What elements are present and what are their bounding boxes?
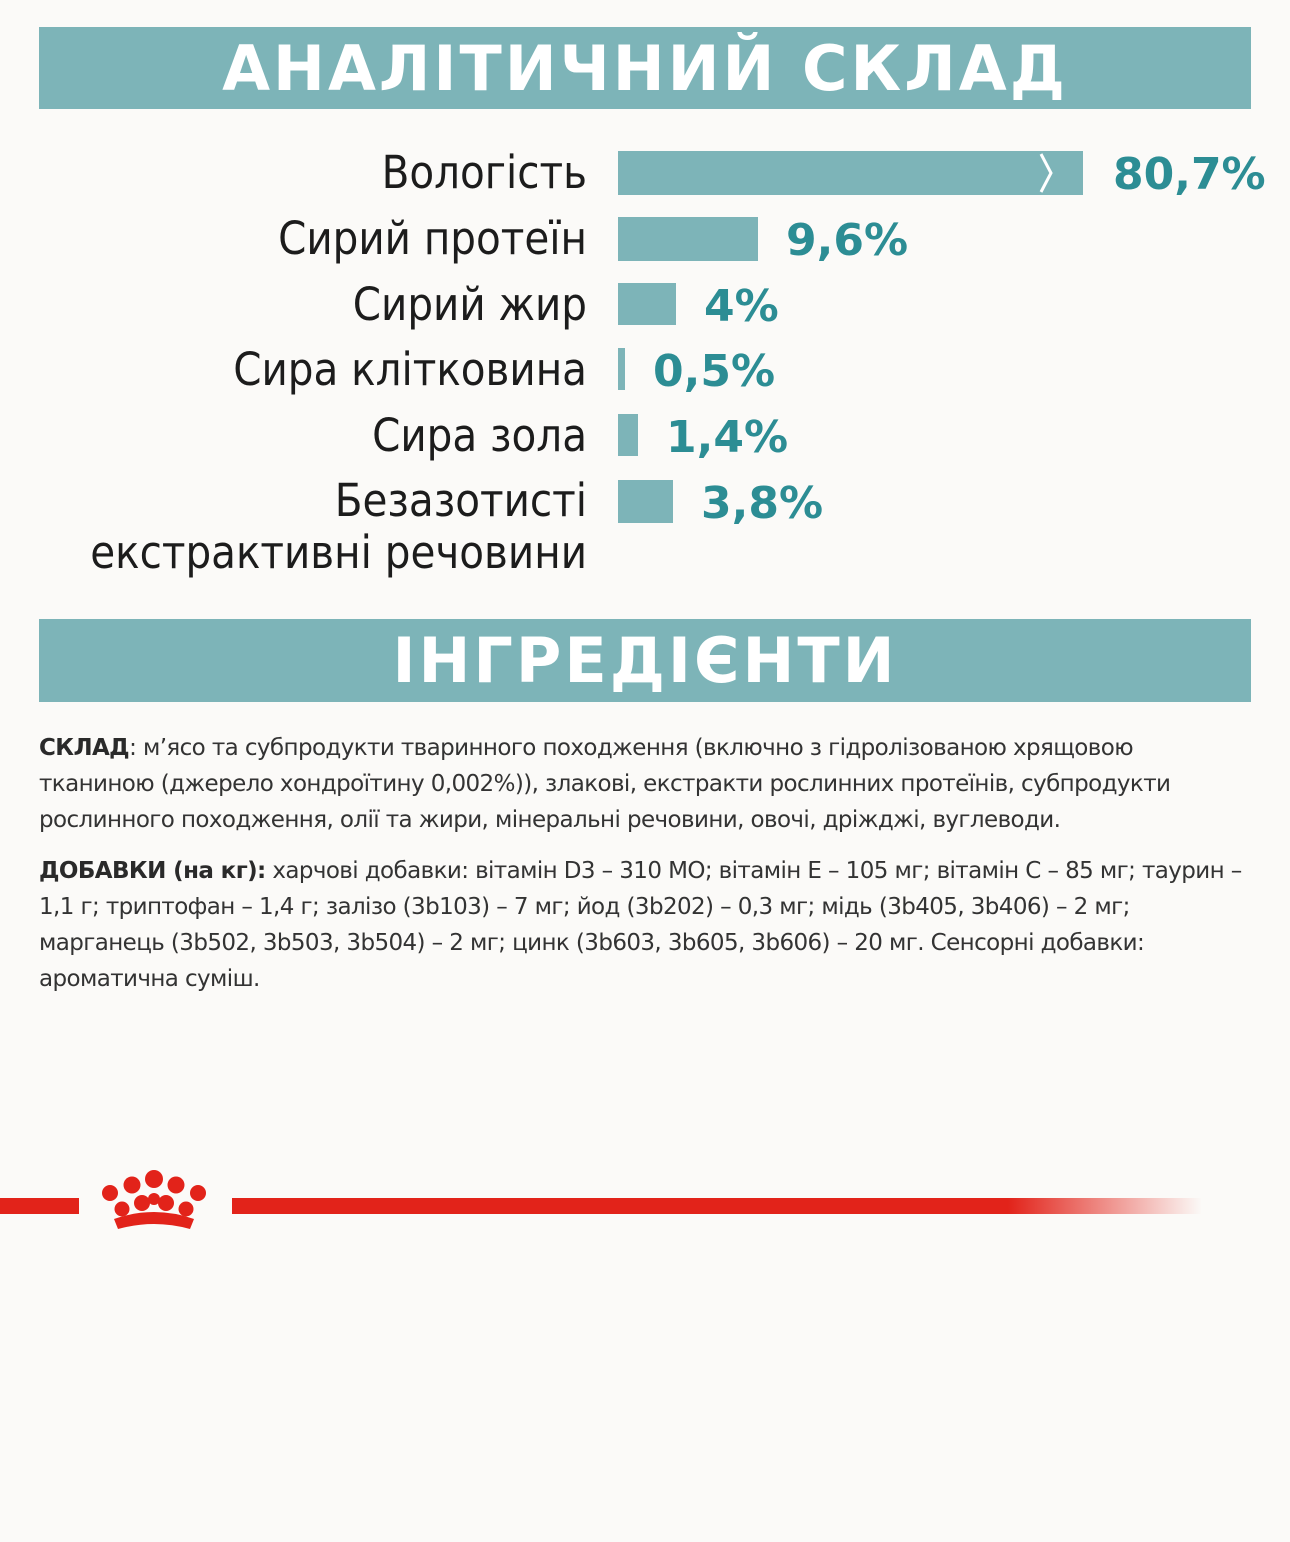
value-label: 4% [704, 281, 779, 332]
value-label: 0,5% [653, 346, 776, 397]
crown-dot [168, 1177, 185, 1194]
value-label: 1,4% [666, 412, 789, 463]
category-label-line: Сирий жир [352, 278, 587, 331]
composition-paragraph [39, 730, 1254, 838]
category-label-line: Сира клітковина [233, 343, 587, 396]
ingredients-header [39, 619, 1251, 702]
value-label: 9,6% [786, 215, 909, 266]
category-label [382, 146, 587, 200]
crown-dot [148, 1193, 160, 1205]
category-label-line: Сира зола [372, 409, 587, 462]
bar [618, 217, 758, 261]
category-label [353, 278, 587, 332]
crown-dot [124, 1177, 141, 1194]
composition-text: : м’ясо та субпродукти тваринного походження (включно з гідролізованою хрящовою тканиною (джерело хондроїтину 0,002%)), злакові, екстракти рослинних протеїнів, субпродукти рослинного походження, олії та жири, мінеральні речовини, овочі, дріжджі, вуглеводи. [39, 735, 1171, 833]
additives-text: харчові добавки: вітамін D3 – 310 МО; вітамін Е – 105 мг; вітамін С – 85 мг; таурин – 1,1 г; триптофан – 1,4 г; залізо (3b103) – 7 мг; йод (3b202) – 0,3 мг; мідь (3b405, 3b406) – 2 мг; марганець (3b502, 3b503, 3b504) – 2 мг; цинк (3b603, 3b605, 3b606) – 20 мг. Сенсорні добавки: ароматична суміш. [39, 858, 1242, 992]
category-label [233, 343, 587, 397]
brand-line-left [0, 1198, 79, 1214]
category-label-line: Безазотисті [334, 474, 587, 527]
bar [618, 480, 673, 523]
crown-dot [179, 1202, 194, 1217]
value-label: 80,7% [1113, 149, 1266, 200]
axis-break-chevron-icon [1037, 151, 1057, 195]
category-label [278, 212, 587, 266]
bar [618, 283, 676, 325]
category-label-line: Вологість [381, 146, 587, 199]
crown-dot [145, 1170, 163, 1188]
bar [618, 151, 1083, 195]
ingredients-title: ІНГРЕДІЄНТИ [392, 624, 898, 697]
category-label [39, 475, 587, 579]
crown-dot [102, 1185, 118, 1201]
analytical-composition-header [39, 27, 1251, 109]
bar [618, 348, 625, 390]
brand-line-right [232, 1198, 1202, 1214]
bar [618, 414, 638, 456]
category-label-line: екстрактивні речовини [90, 526, 587, 579]
additives-paragraph [39, 853, 1254, 997]
crown-dot [190, 1185, 206, 1201]
category-label [372, 409, 587, 463]
crown-dot [158, 1195, 174, 1211]
crown-dot [115, 1202, 130, 1217]
additives-label: ДОБАВКИ (на кг): [39, 858, 266, 884]
category-label-line: Сирий протеїн [278, 212, 587, 265]
crown-dot [134, 1195, 150, 1211]
value-label: 3,8% [701, 478, 824, 529]
crown-icon [84, 1165, 224, 1241]
analytical-composition-title: АНАЛІТИЧНИЙ СКЛАД [222, 31, 1068, 105]
composition-label: СКЛАД [39, 735, 130, 761]
